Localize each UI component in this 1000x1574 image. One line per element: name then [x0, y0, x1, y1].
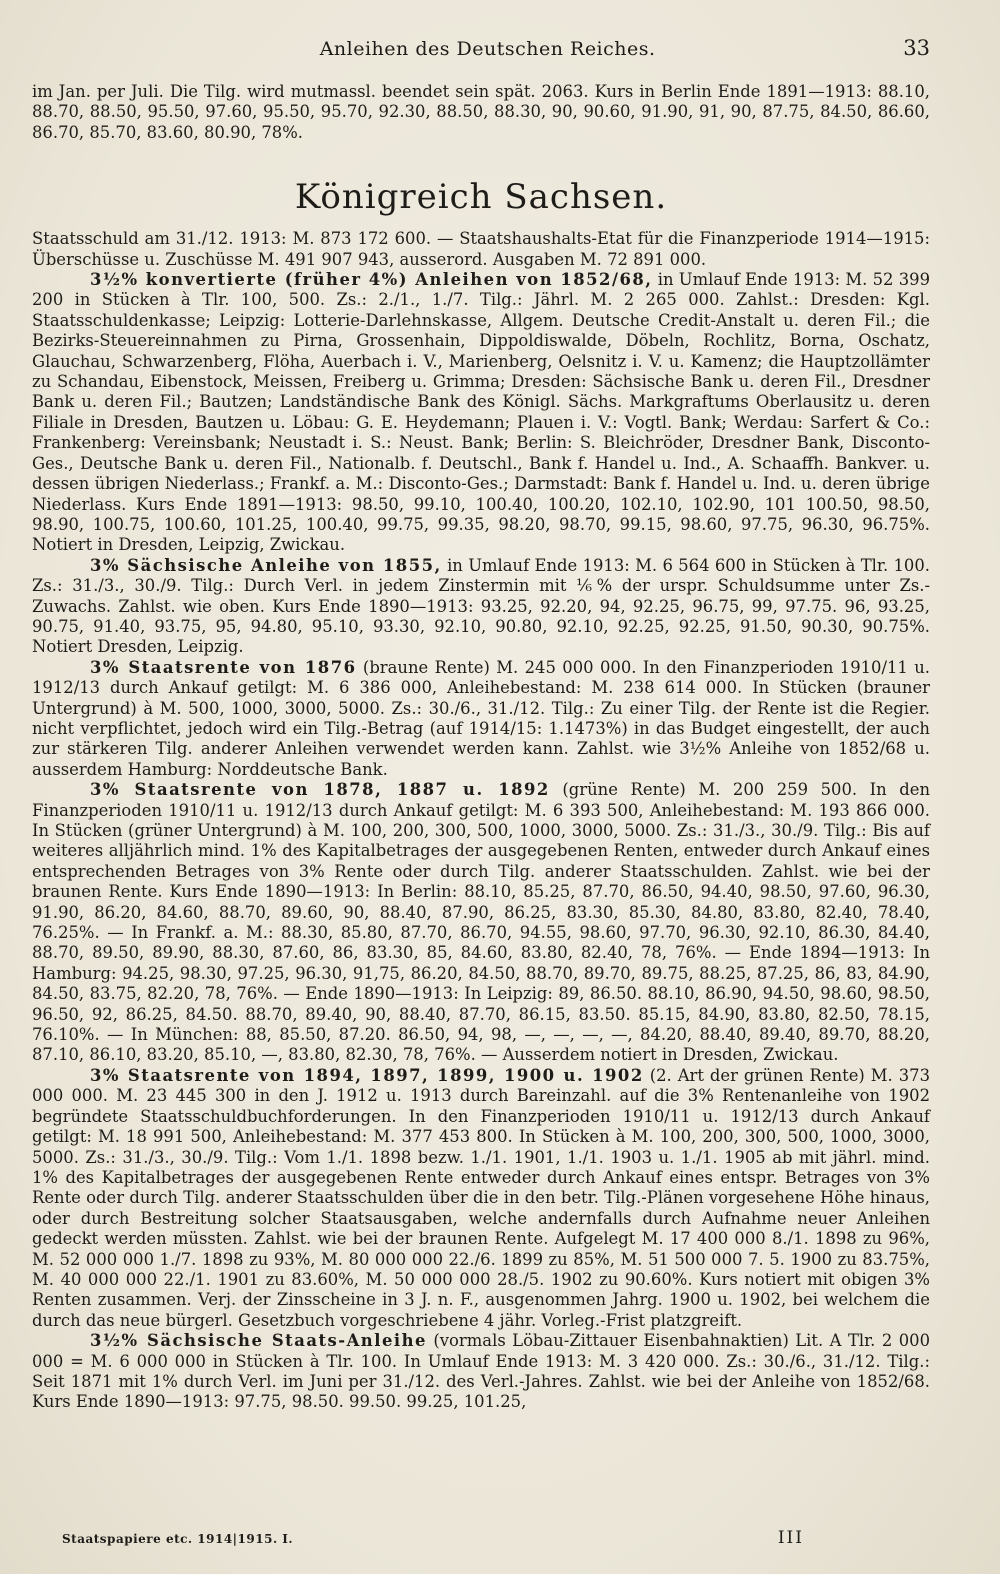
paragraph-staatsrente-1878	[32, 780, 930, 1066]
running-title: Anleihen des Deutschen Reiches.	[319, 38, 656, 60]
paragraph-heading: 3½% konvertierte (früher 4%) Anleihen von 1852/68,	[90, 270, 653, 290]
paragraph-heading: 3% Staatsrente von 1894, 1897, 1899, 1900 u. 1902	[90, 1065, 644, 1085]
signature-mark: III	[777, 1528, 804, 1548]
paragraph-anleihe-1852	[32, 270, 930, 556]
section-title: Königreich Sachsen.	[294, 177, 668, 218]
footer-imprint: Staatspapiere etc. 1914|1915. I.	[62, 1532, 294, 1546]
page-number: 33	[903, 36, 930, 60]
paragraph-heading: 3% Staatsrente von 1876	[90, 657, 357, 677]
paragraph-staatsrente-1876	[32, 658, 930, 780]
paragraph-anleihe-1855	[32, 556, 930, 658]
paragraph-body: (2. Art der grünen Rente) M. 373 000 000. M. 23 445 300 in den J. 1912 u. 1913 durch Bareinzahl. auf die 3% Rentenanleihe von 1902 begründete Staatsschuldbuchforderungen. In den Finanzperioden 1910/11 u. 1912/13 durch Ankauf getilgt: M. 18 991 500, Anleihebestand: M. 377 453 800. In Stücken à M. 100, 200, 300, 500, 1000, 3000, 5000. Zs.: 31./3., 30./9. Tilg.: Vom 1./1. 1898 bezw. 1./1. 1901, 1./1. 1903 u. 1./1. 1905 ab mit jährl. mind. 1% des Kapitalbetrages der ausgegebenen Rente entweder durch Ankauf eines entspr. Betrages von 3% Rente oder durch Tilg. anderer Staatsschulden über die in den betr. Tilg.-Plänen vorgesehene Höhe hinaus, oder durch Bestreitung solcher Staatsausgaben, welche andernfalls durch Aufnahme neuer Anleihen gedeckt werden müssten. Zahlst. wie bei der braunen Rente. Aufgelegt M. 17 400 000 8./1. 1898 zu 96%, M. 52 000 000 1./7. 1898 zu 93%, M. 80 000 000 22./6. 1899 zu 85%, M. 51 500 000 7. 5. 1900 zu 83.75%, M. 40 000 000 22./1. 1901 zu 83.60%, M. 50 000 000 28./5. 1902 zu 90.60%. Kurs notiert mit obigen 3% Renten zusammen. Verj. der Zinsscheine in 3 J. n. F., ausgenommen Jahrg. 1900 u. 1902, bei welchem die durch das neue bürgerl. Gesetzbuch vorgeschriebene 4 jähr. Vorleg.-Frist platzgreift.	[32, 1065, 931, 1330]
intro-paragraph: im Jan. per Juli. Die Tilg. wird mutmassl. beendet sein spät. 2063. Kurs in Berlin Ende 1891—1913: 88.10, 88.70, 88.50, 95.50, 97.60, 95.50, 95.70, 92.30, 88.50, 88.30, 90, 90.60, 91.90, 91, 90, 87.75, 84.50, 86.60, 86.70, 85.70, 83.60, 80.90, 78%.	[32, 82, 930, 142]
paragraph-body: in Umlauf Ende 1913: M. 6 564 600 in Stücken à Tlr. 100. Zs.: 31./3., 30./9. Tilg.: Durch Verl. in jedem Zinstermin mit ⅙% der urspr. Schuldsumme unter Zs.-Zuwachs. Zahlst. wie oben. Kurs Ende 1890—1913: 93.25, 92.20, 94, 92.25, 96.75, 99, 97.75. 96, 93.25, 90.75, 91.40, 93.75, 95, 94.80, 95.10, 93.30, 92.10, 90.80, 92.10, 92.25, 92.25, 91.50, 90.30, 90.75%. Notiert Dresden, Leipzig.	[32, 555, 930, 657]
paragraph-staatsschuld: Staatsschuld am 31./12. 1913: M. 873 172 600. — Staatshaushalts-Etat für die Finanzperiode 1914—1915: Überschüsse u. Zuschüsse M. 491 907 943, ausserord. Ausgaben M. 72 891 000.	[32, 229, 930, 269]
page-footer	[62, 1528, 804, 1548]
paragraph-heading: 3½% Sächsische Staats-Anleihe	[90, 1331, 427, 1351]
paragraph-staatsanleihe-loebau	[32, 1331, 930, 1413]
paragraph-heading: 3% Staatsrente von 1878, 1887 u. 1892	[90, 780, 550, 800]
running-head	[32, 36, 930, 60]
paragraph-body: (braune Rente) M. 245 000 000. In den Finanzperioden 1910/11 u. 1912/13 durch Ankauf getilgt: M. 6 386 000, Anleihebestand: M. 238 614 000. In Stücken (brauner Untergrund) à M. 500, 1000, 3000, 5000. Zs.: 30./6., 31./12. Tilg.: Zu einer Tilg. der Rente ist die Regier. nicht verpflichtet, jedoch wird ein Tilg.-Betrag (auf 1914/15: 1.1473%) in das Budget eingestellt, der auch zur stärkeren Tilg. anderer Anleihen verwendet werden kann. Zahlst. wie 3½% Anleihe von 1852/68 u. ausserdem Hamburg: Norddeutsche Bank.	[32, 657, 930, 779]
paragraph-staatsrente-1894	[32, 1066, 930, 1331]
paragraph-body: (grüne Rente) M. 200 259 500. In den Finanzperioden 1910/11 u. 1912/13 durch Ankauf getilgt: M. 6 393 500, Anleihebestand: M. 193 866 000. In Stücken (grüner Untergrund) à M. 100, 200, 300, 500, 1000, 3000, 5000. Zs.: 31./3., 30./9. Tilg.: Bis auf weiteres alljährlich mind. 1% des Kapitalbetrages der ausgegebenen Renten, entweder durch Ankauf eines entsprechenden Betrages von 3% Rente oder durch Tilg. anderer Staatsschulden. Zahlst. wie bei der braunen Rente. Kurs Ende 1890—1913: In Berlin: 88.10, 85.25, 87.70, 86.50, 94.40, 98.50, 97.60, 96.30, 91.90, 86.20, 84.60, 88.70, 89.60, 90, 88.40, 87.90, 86.25, 83.30, 85.30, 84.80, 83.80, 82.40, 78.40, 76.25%. — In Frankf. a. M.: 88.30, 85.80, 87.70, 86.70, 94.55, 98.60, 97.70, 96.30, 92.10, 86.30, 84.40, 88.70, 89.50, 89.90, 88.30, 87.60, 86, 83.30, 85, 84.60, 83.80, 82.40, 78, 76%. — Ende 1894—1913: In Hamburg: 94.25, 98.30, 97.25, 96.30, 91,75, 86.20, 84.50, 88.70, 89.70, 89.75, 88.25, 87.25, 86, 83, 84.90, 84.50, 83.75, 82.20, 78, 76%. — Ende 1890—1913: In Leipzig: 89, 86.50. 88.10, 86.90, 94.50, 98.60, 98.50, 96.50, 92, 86.25, 84.50. 88.70, 89.40, 90, 88.40, 87.70, 86.15, 83.50. 85.15, 84.90, 83.80, 82.50, 78.15, 76.10%. — In München: 88, 85.50, 87.20. 86.50, 94, 98, —, —, —, —, 84.20, 88.40, 89.40, 89.70, 88.20, 87.10, 86.10, 83.20, 85.10, —, 83.80, 82.30, 78, 76%. — Ausserdem notiert in Dresden, Zwickau.	[32, 780, 931, 1065]
paragraph-heading: 3% Sächsische Anleihe von 1855,	[90, 555, 442, 575]
paragraph-body: (vormals Löbau-Zittauer Eisenbahnaktien) Lit. A Tlr. 2 000 000 = M. 6 000 000 in Stücken à Tlr. 100. In Umlauf Ende 1913: M. 3 420 000. Zs.: 30./6., 31./12. Tilg.: Seit 1871 mit 1% durch Verl. im Juni per 31./12. des Verl.-Jahres. Zahlst. wie bei der Anleihe von 1852/68. Kurs Ende 1890—1913: 97.75, 98.50. 99.50. 99.25, 101.25,	[32, 1331, 930, 1412]
paragraph-body: in Umlauf Ende 1913: M. 52 399 200 in Stücken à Tlr. 100, 500. Zs.: 2./1., 1./7. Tilg.: Jährl. M. 2 265 000. Zahlst.: Dresden: Kgl. Staatsschuldenkasse; Leipzig: Lotterie-Darlehnskasse, Allgem. Deutsche Credit-Anstalt u. deren Fil.; die Bezirks-Steuereinnahmen zu Pirna, Grossenhain, Dippoldiswalde, Döbeln, Rochlitz, Borna, Oschatz, Glauchau, Schwarzenberg, Flöha, Auerbach i. V., Marienberg, Oelsnitz i. V. u. Kamenz; die Hauptzollämter zu Schandau, Eibenstock, Meissen, Freiberg u. Grimma; Dresden: Sächsische Bank u. deren Fil., Dresdner Bank u. deren Fil.; Bautzen; Landständische Bank des Königl. Sächs. Markgraftums Oberlausitz u. deren Filiale in Dresden, Bautzen u. Löbau: G. E. Heydemann; Plauen i. V.: Vogtl. Bank; Werdau: Sarfert & Co.: Frankenberg: Vereinsbank; Neustadt i. S.: Neust. Bank; Berlin: S. Bleichröder, Dresdner Bank, Disconto-Ges., Deutsche Bank u. deren Fil., Nationalb. f. Deutschl., Bank f. Handel u. Ind., A. Schaaffh. Bankver. u. dessen übrigen Niederlass.; Frankf. a. M.: Disconto-Ges.; Darmstadt: Bank f. Handel u. Ind. u. deren übrige Niederlass. Kurs Ende 1891—1913: 98.50, 99.10, 100.40, 100.20, 102.10, 102.90, 101 100.50, 98.50, 98.90, 100.75, 100.60, 101.25, 100.40, 99.75, 99.35, 98.20, 98.70, 99.15, 98.60, 97.75, 96.30, 96.75%. Notiert in Dresden, Leipzig, Zwickau.	[32, 270, 931, 555]
